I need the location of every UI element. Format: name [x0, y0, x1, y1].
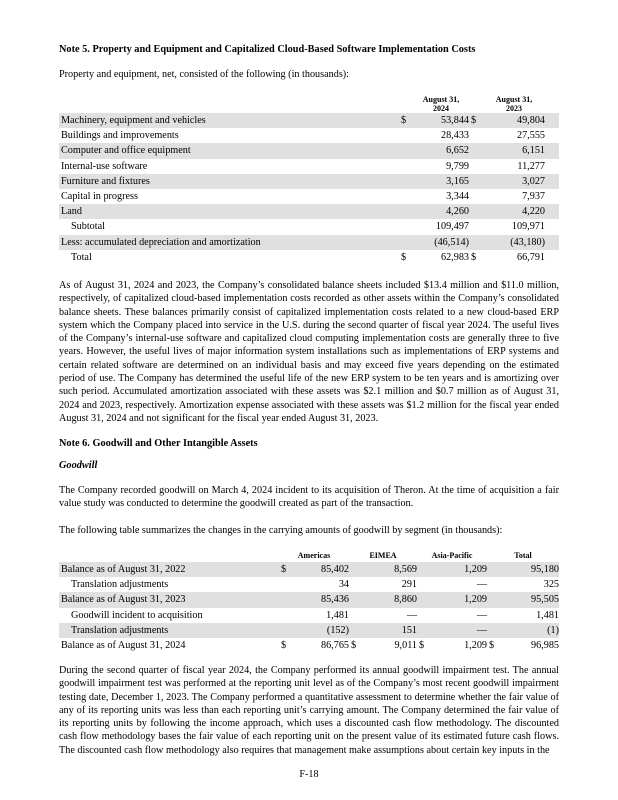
- table-row-total: [59, 638, 559, 653]
- currency-symbol: [487, 562, 501, 577]
- table-row: [59, 128, 559, 143]
- currency-symbol: [349, 608, 363, 623]
- value-eimea: 151: [363, 623, 417, 638]
- currency-symbol: [487, 577, 501, 592]
- row-label: Internal-use software: [61, 160, 148, 172]
- value-asia-pacific: 1,209: [431, 562, 487, 577]
- currency-symbol: [487, 592, 501, 607]
- table-row: [59, 562, 559, 577]
- value-2024: (46,514): [413, 235, 469, 250]
- currency-symbol: [487, 608, 501, 623]
- value-2024: 6,652: [413, 143, 469, 158]
- row-label: Total: [71, 251, 92, 263]
- table-row: [59, 623, 559, 638]
- row-label: Subtotal: [71, 221, 105, 233]
- value-americas: 34: [338, 579, 349, 591]
- value-2024: 9,799: [446, 160, 469, 172]
- note6-heading: Note 6. Goodwill and Other Intangible Assets: [59, 438, 258, 449]
- value-americas: 86,765: [320, 640, 349, 652]
- column-header-2023: [483, 95, 545, 113]
- currency-symbol: [279, 592, 293, 607]
- currency-symbol: [399, 159, 413, 174]
- value-2023: 66,791: [516, 251, 545, 263]
- currency-symbol: $: [489, 640, 495, 652]
- header-line: 2024: [433, 104, 449, 113]
- table-row: [59, 608, 559, 623]
- currency-symbol: [469, 159, 483, 174]
- value-2024: 4,260: [413, 204, 469, 219]
- currency-symbol: [417, 562, 431, 577]
- currency-symbol: $: [279, 562, 293, 577]
- table-row: [59, 159, 559, 174]
- row-label: Buildings and improvements: [61, 130, 179, 142]
- table-row: [59, 113, 559, 128]
- currency-symbol: [279, 608, 293, 623]
- currency-symbol: [487, 623, 501, 638]
- table-row: [59, 189, 559, 204]
- value-2023: 109,971: [511, 221, 545, 233]
- value-americas: (152): [293, 623, 349, 638]
- row-label: Translation adjustments: [59, 623, 279, 638]
- table-row: [59, 577, 559, 592]
- value-2024: 3,344: [446, 191, 469, 203]
- header-line: August 31,: [422, 95, 460, 104]
- value-total: 95,505: [501, 592, 559, 607]
- value-eimea: 291: [401, 579, 417, 591]
- currency-symbol: [399, 143, 413, 158]
- note5-paragraph: As of August 31, 2024 and 2023, the Company’s consolidated balance sheets included $13.4 million and $11.0 million, respectively, of capitalized cloud-based implementation costs recorded as other assets within the Company’s consolidated balance sheets. These balances primarily consist of capitalized implementation costs related to a new cloud-based ERP system which the Company placed into service in the U.S. during the second quarter of fiscal year 2024. The useful lives of the Company’s internal-use software and capitalized cloud computing implementation costs are generally three to five years. However, the useful lives of major information system installations such as implementations of ERP systems and certain related software are determined on an individual basis and may exceed five years depending on the estimated period of use. The Company has determined the useful life of the new ERP system to be ten years and is amortizing over such period. Accumulated amortization associated with these assets was $2.1 million and $0.7 million as of August 31, 2024 and 2023, respectively. Amortization expense associated with these assets was $1.2 million for the fiscal year ended August 31, 2024 and not significant for the fiscal year ended August 31, 2023.: [59, 280, 559, 424]
- currency-symbol: $: [419, 640, 425, 652]
- value-2024: 109,497: [435, 221, 469, 233]
- table-row: [59, 143, 559, 158]
- goodwill-table: [59, 551, 559, 653]
- header-line: August 31,: [495, 95, 533, 104]
- value-2024: 62,983: [440, 251, 469, 263]
- value-asia-pacific: —: [431, 623, 487, 638]
- currency-symbol: [417, 577, 431, 592]
- currency-symbol: [469, 128, 483, 143]
- table-row: [59, 204, 559, 219]
- row-label: Computer and office equipment: [59, 143, 399, 158]
- currency-symbol: [399, 235, 413, 250]
- row-label: Capital in progress: [61, 191, 138, 203]
- row-label: Less: accumulated depreciation and amortization: [59, 235, 399, 250]
- value-2023: 11,277: [517, 160, 545, 172]
- property-equipment-table: [59, 95, 559, 265]
- currency-symbol: [469, 204, 483, 219]
- table-row-subtotal: [59, 219, 559, 234]
- currency-symbol: $: [351, 640, 357, 652]
- value-2023: 3,027: [483, 174, 545, 189]
- note5-heading: Note 5. Property and Equipment and Capitalized Cloud-Based Software Implementation Costs: [59, 44, 476, 55]
- currency-symbol: $: [469, 113, 483, 128]
- value-total: 1,481: [536, 609, 559, 621]
- row-label: Balance as of August 31, 2023: [59, 592, 279, 607]
- value-total: 95,180: [501, 562, 559, 577]
- column-header-eimea: EIMEA: [369, 551, 397, 560]
- currency-symbol: [399, 204, 413, 219]
- row-label: Balance as of August 31, 2022: [59, 562, 279, 577]
- table-header-row: [59, 95, 559, 113]
- currency-symbol: [417, 623, 431, 638]
- value-2023: 4,220: [483, 204, 545, 219]
- table-row: [59, 592, 559, 607]
- value-eimea: 8,860: [363, 592, 417, 607]
- column-header-americas: Americas: [297, 551, 331, 560]
- value-2023: 49,804: [483, 113, 545, 128]
- table-row: [59, 235, 559, 250]
- value-asia-pacific: 1,209: [431, 592, 487, 607]
- currency-symbol: [399, 189, 413, 204]
- currency-symbol: [399, 128, 413, 143]
- value-eimea: 8,569: [363, 562, 417, 577]
- page-number: F-18: [299, 769, 319, 780]
- currency-symbol: [417, 592, 431, 607]
- value-total: 96,985: [530, 640, 559, 652]
- value-2024: 53,844: [413, 113, 469, 128]
- value-asia-pacific: —: [476, 609, 487, 621]
- currency-symbol: [417, 608, 431, 623]
- table-header-row: [59, 551, 559, 562]
- currency-symbol: [279, 623, 293, 638]
- currency-symbol: $: [401, 251, 407, 263]
- currency-symbol: [469, 174, 483, 189]
- value-total: 325: [543, 579, 559, 591]
- value-americas: 1,481: [326, 609, 349, 621]
- note6-intro: The following table summarizes the changes in the carrying amounts of goodwill by segment (in thousands):: [59, 525, 503, 536]
- note6-paragraph2: During the second quarter of fiscal year 2024, the Company performed its annual goodwill impairment test. The annual goodwill impairment test was performed at the reporting unit level as of the Company’s most recent goodwill impairment testing date, December 1, 2023. The Company performed a quantitative assessment to determine whether the fair value of any of its reporting units was less than each reporting unit’s carrying amount. The Company determined the fair value of its reporting units by following the income approach, which uses a discounted cash flow methodology. The discounted cash flow methodology bases the fair value of each reporting unit on the present value of its estimated future cash flows. The discounted cash flow methodology also requires that management make assumptions about certain key inputs in the: [59, 665, 559, 756]
- column-header-2024: [413, 95, 469, 113]
- currency-symbol: [399, 174, 413, 189]
- currency-symbol: [469, 219, 483, 234]
- header-line: 2023: [506, 104, 522, 113]
- row-label: Translation adjustments: [71, 579, 169, 591]
- currency-symbol: $: [471, 251, 477, 263]
- currency-symbol: [349, 592, 363, 607]
- value-asia-pacific: 1,209: [464, 640, 487, 652]
- table-row-total: [59, 250, 559, 265]
- currency-symbol: [349, 562, 363, 577]
- row-label: Machinery, equipment and vehicles: [59, 113, 399, 128]
- currency-symbol: $: [281, 640, 287, 652]
- value-eimea: 9,011: [394, 640, 417, 652]
- value-asia-pacific: —: [476, 579, 487, 591]
- currency-symbol: [469, 235, 483, 250]
- value-2023: 27,555: [516, 130, 545, 142]
- value-total: (1): [501, 623, 559, 638]
- value-americas: 85,436: [293, 592, 349, 607]
- currency-symbol: [349, 577, 363, 592]
- row-label: Goodwill incident to acquisition: [71, 609, 203, 621]
- column-header-total: Total: [514, 551, 532, 560]
- currency-symbol: [399, 219, 413, 234]
- value-2024: 3,165: [413, 174, 469, 189]
- note6-paragraph1: The Company recorded goodwill on March 4, 2024 incident to its acquisition of Theron. At the time of acquisition a fair value study was conducted to determine the goodwill created as part of the transaction.: [59, 485, 559, 510]
- goodwill-subheading: Goodwill: [59, 460, 98, 471]
- note5-intro: Property and equipment, net, consisted of the following (in thousands):: [59, 69, 350, 80]
- row-label: Balance as of August 31, 2024: [61, 640, 186, 652]
- value-eimea: —: [406, 609, 417, 621]
- row-label: Land: [59, 204, 399, 219]
- currency-symbol: [469, 189, 483, 204]
- value-2023: 7,937: [522, 191, 545, 203]
- column-header-asia-pacific: Asia-Pacific: [431, 551, 473, 560]
- currency-symbol: [469, 143, 483, 158]
- table-row: [59, 174, 559, 189]
- currency-symbol: [279, 577, 293, 592]
- row-label: Furniture and fixtures: [59, 174, 399, 189]
- value-2023: 6,151: [483, 143, 545, 158]
- value-2023: (43,180): [483, 235, 545, 250]
- value-2024: 28,433: [440, 130, 469, 142]
- value-americas: 85,402: [293, 562, 349, 577]
- currency-symbol: [349, 623, 363, 638]
- currency-symbol: $: [399, 113, 413, 128]
